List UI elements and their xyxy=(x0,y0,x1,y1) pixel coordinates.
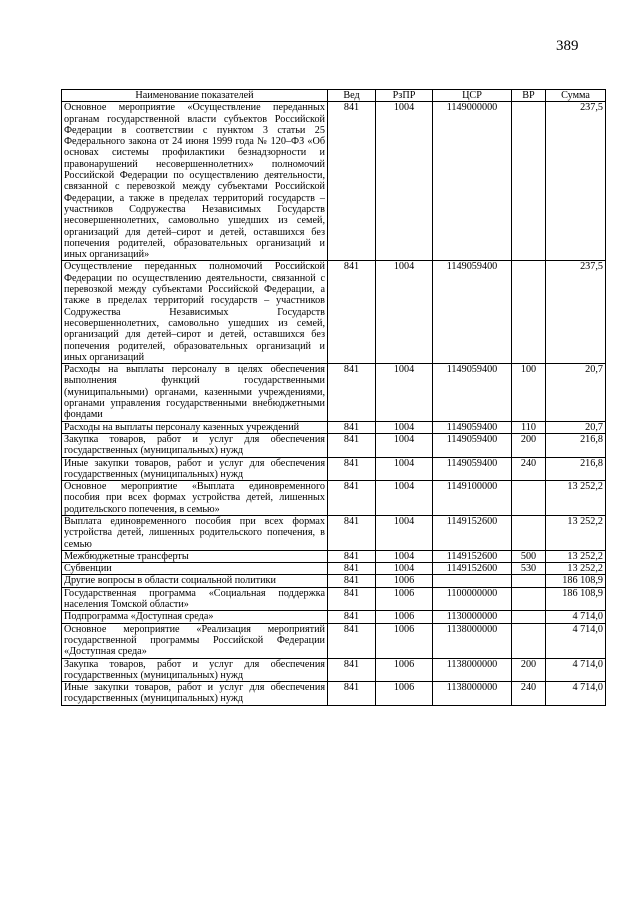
cell-name: Субвенции xyxy=(62,563,328,575)
table-row xyxy=(62,658,606,682)
cell-ved: 841 xyxy=(328,421,376,433)
cell-ved: 841 xyxy=(328,658,376,682)
cell-rzpr: 1004 xyxy=(376,550,433,562)
table-body xyxy=(62,102,606,705)
cell-rzpr: 1006 xyxy=(376,658,433,682)
cell-vr: 240 xyxy=(512,682,546,706)
cell-csr xyxy=(433,575,512,587)
cell-vr xyxy=(512,611,546,623)
cell-name: Межбюджетные трансферты xyxy=(62,550,328,562)
table-row xyxy=(62,550,606,562)
cell-name: Основное мероприятие «Осуществление переданных органам государственной власти субъектов Российской Федерации в соответствии с пунктом 3 статьи 25 Федерального закона от 24 июня 1999 года № 120–ФЗ «Об основах системы профилактики безнадзорности и правонарушений несовершеннолетних» полномочий Российской Федерации по осуществлению деятельности, связанной с перевозкой между субъектами Российской Федерации, а также в пределах территорий государств – участников Содружества Независимых Государств несовершеннолетних, самовольно ушедших из семей, организаций для детей–сирот и детей, оставшихся без попечения родителей, образовательных организаций и иных организаций» xyxy=(62,102,328,261)
table-row xyxy=(62,421,606,433)
header-ved: Вед xyxy=(328,90,376,102)
cell-sum: 216,8 xyxy=(546,433,606,457)
table-row xyxy=(62,433,606,457)
cell-sum: 186 108,9 xyxy=(546,575,606,587)
cell-sum: 13 252,2 xyxy=(546,515,606,550)
cell-name: Расходы на выплаты персоналу казенных учреждений xyxy=(62,421,328,433)
table-row xyxy=(62,563,606,575)
page-number: 389 xyxy=(556,38,579,54)
table-row xyxy=(62,611,606,623)
table-row xyxy=(62,682,606,706)
cell-ved: 841 xyxy=(328,682,376,706)
cell-vr: 200 xyxy=(512,433,546,457)
cell-ved: 841 xyxy=(328,364,376,421)
cell-ved: 841 xyxy=(328,457,376,481)
cell-csr: 1149059400 xyxy=(433,433,512,457)
header-vr: ВР xyxy=(512,90,546,102)
cell-name: Выплата единовременного пособия при всех формах устройства детей, лишенных родительского попечения, в семью xyxy=(62,515,328,550)
cell-name: Осуществление переданных полномочий Российской Федерации по осуществлению деятельности, связанной с перевозкой между субъектами Российской Федерации, а также в пределах территорий государств – участников Содружества Независимых Государств несовершеннолетних, самовольно ушедших из семей, организаций для детей–сирот и детей, оставшихся без попечения родителей, образовательных организаций и иных организаций xyxy=(62,261,328,364)
table-row xyxy=(62,457,606,481)
cell-rzpr: 1006 xyxy=(376,682,433,706)
cell-rzpr: 1004 xyxy=(376,261,433,364)
cell-sum: 20,7 xyxy=(546,421,606,433)
cell-csr: 1149059400 xyxy=(433,421,512,433)
cell-name: Закупка товаров, работ и услуг для обеспечения государственных (муниципальных) нужд xyxy=(62,658,328,682)
cell-ved: 841 xyxy=(328,587,376,611)
cell-vr xyxy=(512,575,546,587)
budget-table xyxy=(61,89,606,706)
cell-rzpr: 1004 xyxy=(376,421,433,433)
table-row xyxy=(62,102,606,261)
cell-rzpr: 1004 xyxy=(376,102,433,261)
cell-sum: 237,5 xyxy=(546,102,606,261)
cell-csr: 1149059400 xyxy=(433,457,512,481)
cell-vr xyxy=(512,623,546,658)
cell-vr xyxy=(512,261,546,364)
cell-csr: 1138000000 xyxy=(433,658,512,682)
cell-vr: 240 xyxy=(512,457,546,481)
cell-vr: 530 xyxy=(512,563,546,575)
cell-ved: 841 xyxy=(328,102,376,261)
cell-sum: 216,8 xyxy=(546,457,606,481)
table-row xyxy=(62,261,606,364)
cell-sum: 237,5 xyxy=(546,261,606,364)
cell-ved: 841 xyxy=(328,563,376,575)
header-row xyxy=(62,90,606,102)
table-row xyxy=(62,364,606,421)
cell-csr: 1130000000 xyxy=(433,611,512,623)
cell-name: Государственная программа «Социальная поддержка населения Томской области» xyxy=(62,587,328,611)
cell-name: Иные закупки товаров, работ и услуг для обеспечения государственных (муниципальных) нужд xyxy=(62,457,328,481)
cell-rzpr: 1004 xyxy=(376,563,433,575)
table-row xyxy=(62,575,606,587)
cell-rzpr: 1004 xyxy=(376,481,433,516)
cell-vr: 200 xyxy=(512,658,546,682)
cell-csr: 1100000000 xyxy=(433,587,512,611)
cell-rzpr: 1006 xyxy=(376,575,433,587)
cell-csr: 1138000000 xyxy=(433,623,512,658)
cell-rzpr: 1006 xyxy=(376,611,433,623)
cell-rzpr: 1004 xyxy=(376,515,433,550)
cell-vr: 100 xyxy=(512,364,546,421)
cell-csr: 1149059400 xyxy=(433,364,512,421)
cell-ved: 841 xyxy=(328,481,376,516)
cell-sum: 4 714,0 xyxy=(546,658,606,682)
cell-sum: 13 252,2 xyxy=(546,550,606,562)
cell-csr: 1149152600 xyxy=(433,563,512,575)
cell-ved: 841 xyxy=(328,611,376,623)
header-rzpr: РзПР xyxy=(376,90,433,102)
cell-vr xyxy=(512,481,546,516)
cell-csr: 1149000000 xyxy=(433,102,512,261)
cell-rzpr: 1006 xyxy=(376,623,433,658)
table-header xyxy=(62,90,606,102)
cell-name: Основное мероприятие «Реализация мероприятий государственной программы Российской Федерации «Доступная среда» xyxy=(62,623,328,658)
cell-vr xyxy=(512,515,546,550)
table-row xyxy=(62,481,606,516)
cell-name: Иные закупки товаров, работ и услуг для обеспечения государственных (муниципальных) нужд xyxy=(62,682,328,706)
cell-ved: 841 xyxy=(328,261,376,364)
cell-name: Подпрограмма «Доступная среда» xyxy=(62,611,328,623)
cell-name: Закупка товаров, работ и услуг для обеспечения государственных (муниципальных) нужд xyxy=(62,433,328,457)
cell-name: Другие вопросы в области социальной политики xyxy=(62,575,328,587)
cell-vr xyxy=(512,587,546,611)
cell-sum: 4 714,0 xyxy=(546,682,606,706)
header-sum: Сумма xyxy=(546,90,606,102)
cell-name: Основное мероприятие «Выплата единовременного пособия при всех формах устройства детей, лишенных родительского попечения, в семью» xyxy=(62,481,328,516)
cell-rzpr: 1004 xyxy=(376,457,433,481)
table-row xyxy=(62,515,606,550)
header-csr: ЦСР xyxy=(433,90,512,102)
cell-rzpr: 1004 xyxy=(376,364,433,421)
cell-csr: 1149152600 xyxy=(433,515,512,550)
cell-csr: 1138000000 xyxy=(433,682,512,706)
cell-name: Расходы на выплаты персоналу в целях обеспечения выполнения функций государственными (муниципальными) органами, казенными учреждениями, органами управления государственными внебюджетными фондами xyxy=(62,364,328,421)
cell-sum: 186 108,9 xyxy=(546,587,606,611)
cell-ved: 841 xyxy=(328,575,376,587)
cell-rzpr: 1006 xyxy=(376,587,433,611)
cell-vr: 110 xyxy=(512,421,546,433)
cell-vr xyxy=(512,102,546,261)
table-row xyxy=(62,623,606,658)
cell-sum: 13 252,2 xyxy=(546,563,606,575)
cell-sum: 4 714,0 xyxy=(546,623,606,658)
cell-csr: 1149100000 xyxy=(433,481,512,516)
cell-sum: 20,7 xyxy=(546,364,606,421)
cell-ved: 841 xyxy=(328,433,376,457)
cell-ved: 841 xyxy=(328,623,376,658)
table-row xyxy=(62,587,606,611)
cell-ved: 841 xyxy=(328,515,376,550)
cell-csr: 1149152600 xyxy=(433,550,512,562)
cell-sum: 4 714,0 xyxy=(546,611,606,623)
cell-vr: 500 xyxy=(512,550,546,562)
cell-ved: 841 xyxy=(328,550,376,562)
cell-csr: 1149059400 xyxy=(433,261,512,364)
header-name: Наименование показателей xyxy=(62,90,328,102)
cell-rzpr: 1004 xyxy=(376,433,433,457)
cell-sum: 13 252,2 xyxy=(546,481,606,516)
